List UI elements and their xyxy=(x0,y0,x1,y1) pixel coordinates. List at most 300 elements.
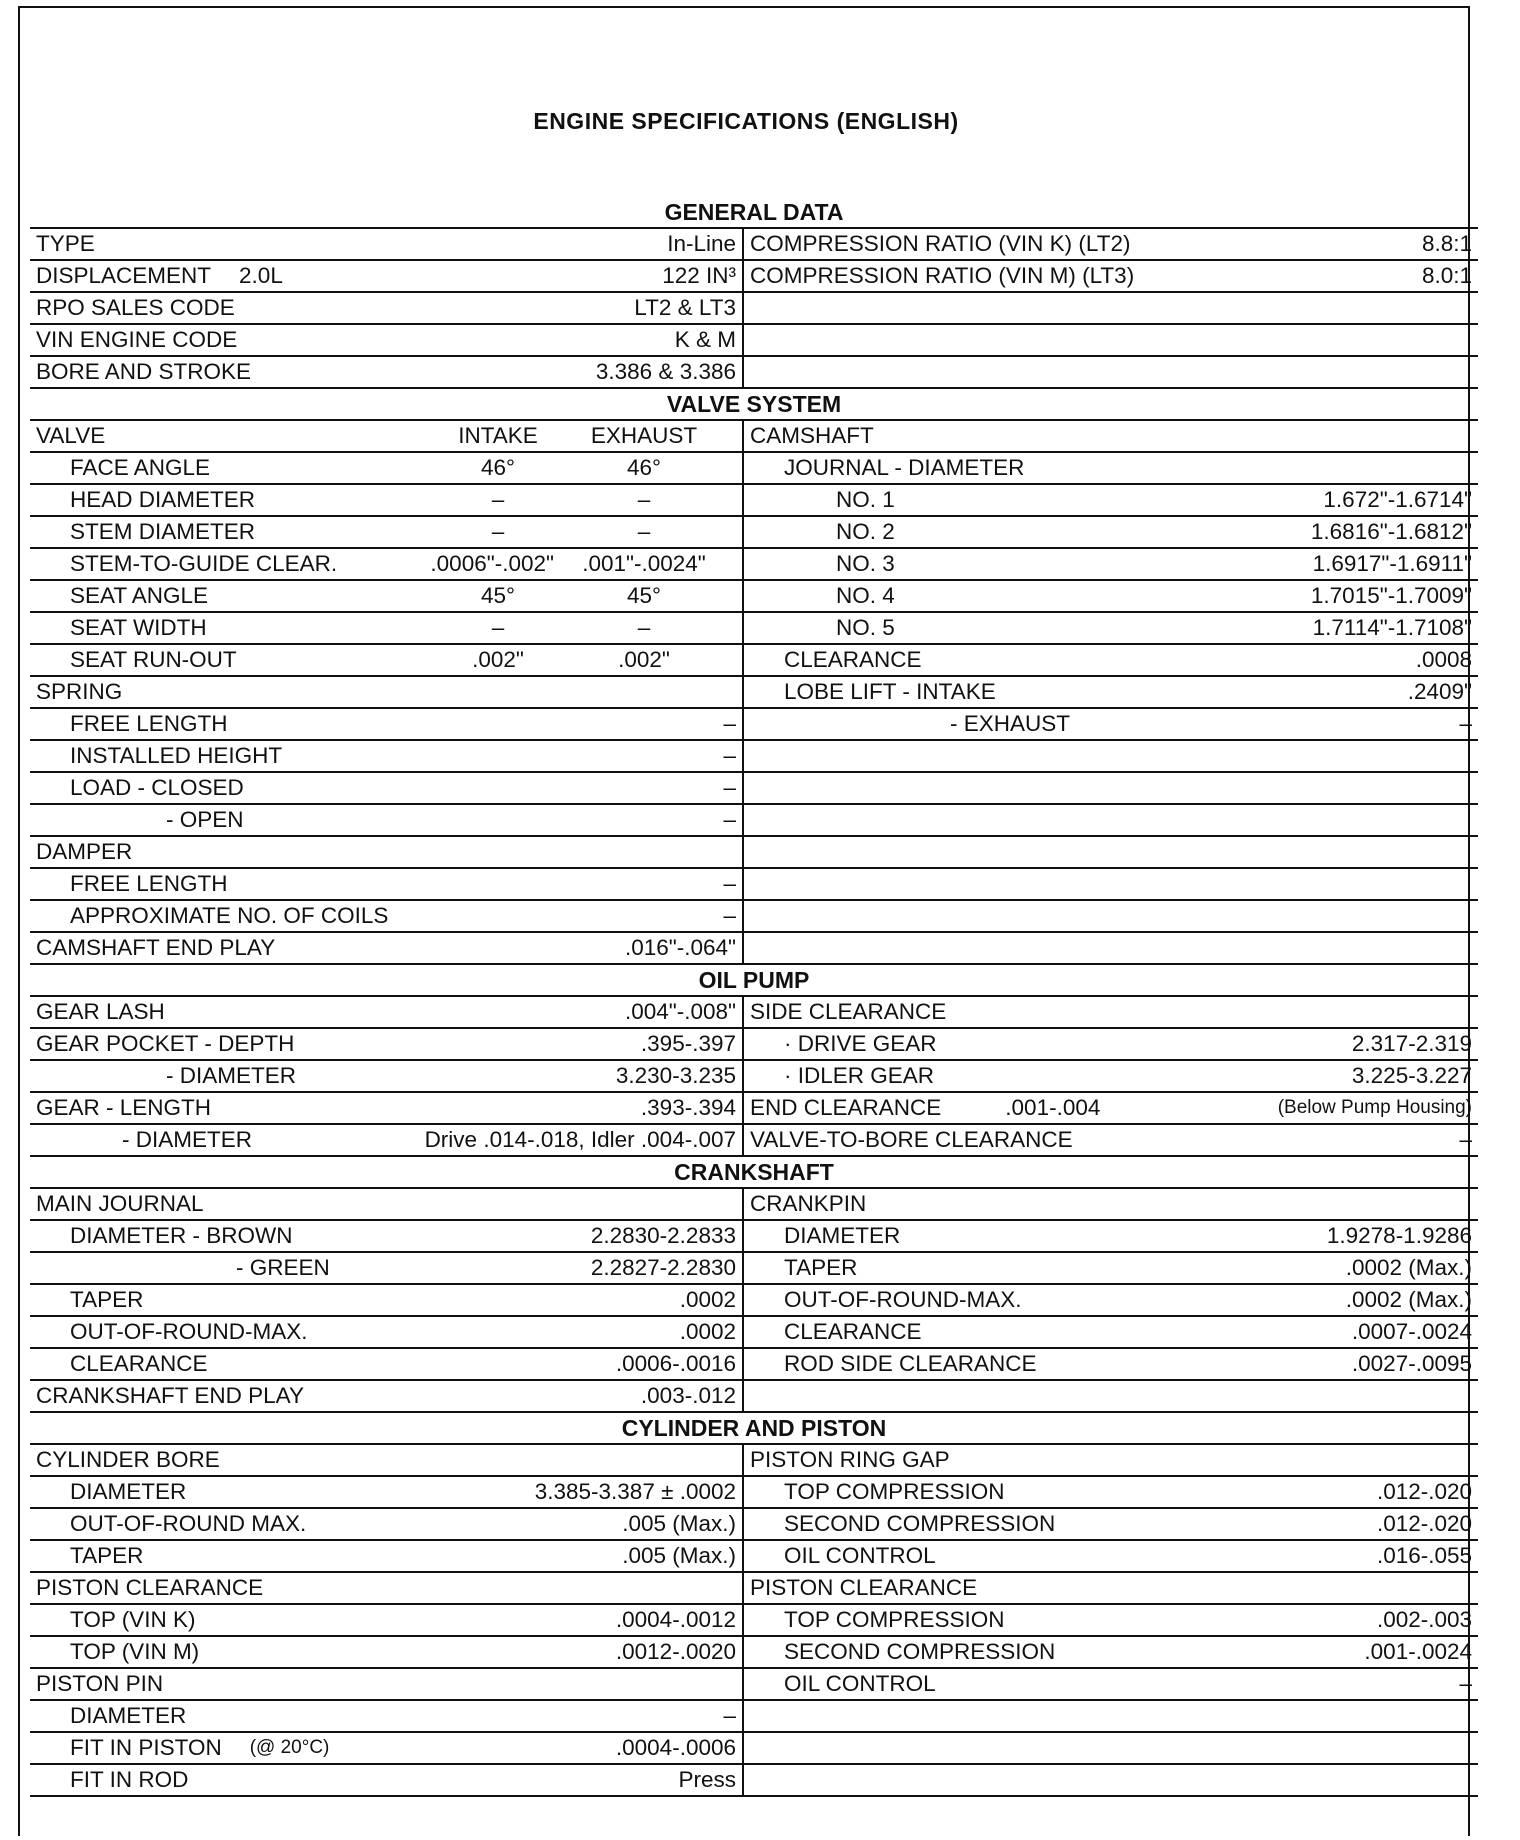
spec-cell-right xyxy=(743,1636,1478,1668)
left-value: .0002 xyxy=(679,1286,736,1312)
spec-row xyxy=(30,612,1478,644)
spec-row xyxy=(30,356,1478,388)
left-label: DIAMETER xyxy=(70,1478,187,1504)
left-label: INSTALLED HEIGHT xyxy=(70,742,283,768)
right-label: VALVE-TO-BORE CLEARANCE xyxy=(750,1126,1073,1152)
spec-cell-right xyxy=(743,1476,1478,1508)
spec-cell-left xyxy=(30,1220,743,1252)
spec-cell-left xyxy=(30,1348,743,1380)
left-value: .016"-.064" xyxy=(624,934,736,960)
intake-value: 45° xyxy=(480,582,516,608)
right-label: LOBE LIFT - INTAKE xyxy=(784,678,996,704)
spec-cell-right xyxy=(743,1444,1478,1476)
spec-cell-right xyxy=(743,420,1478,452)
spec-row xyxy=(30,292,1478,324)
spec-row xyxy=(30,708,1478,740)
right-value: .0027-.0095 xyxy=(1351,1350,1473,1376)
section-header: OIL PUMP xyxy=(30,964,1478,996)
left-value-columns xyxy=(442,613,734,643)
left-note: 2.0L xyxy=(239,262,283,288)
left-label: VALVE xyxy=(36,422,106,448)
left-note: (@ 20°C) xyxy=(249,1736,330,1758)
left-label: GEAR POCKET - DEPTH xyxy=(36,1030,295,1056)
left-value: In-Line xyxy=(667,230,736,256)
intake-value: .002" xyxy=(472,646,524,672)
left-value: – xyxy=(723,806,736,832)
spec-cell-right xyxy=(743,900,1478,932)
left-label: SPRING xyxy=(36,678,123,704)
spec-row xyxy=(30,996,1478,1028)
spec-cell-right xyxy=(743,1700,1478,1732)
left-label: FIT IN ROD xyxy=(70,1766,189,1792)
spec-cell-left xyxy=(30,516,743,548)
spec-row xyxy=(30,932,1478,964)
spec-cell-right xyxy=(743,548,1478,580)
left-value: .004"-.008" xyxy=(624,998,736,1024)
spec-cell-left xyxy=(30,900,743,932)
spec-cell-left xyxy=(30,1572,743,1604)
left-label: CYLINDER BORE xyxy=(36,1446,220,1472)
spec-cell-right xyxy=(743,708,1478,740)
right-label: OIL CONTROL xyxy=(784,1542,936,1568)
left-value-columns xyxy=(442,517,734,547)
exhaust-value: .002" xyxy=(618,646,670,672)
right-value: .001-.0024 xyxy=(1364,1638,1473,1664)
right-value: .0002 (Max.) xyxy=(1345,1254,1473,1280)
spec-cell-left xyxy=(30,740,743,772)
spec-cell-right xyxy=(743,580,1478,612)
spec-row xyxy=(30,484,1478,516)
spec-row xyxy=(30,676,1478,708)
right-label: · DRIVE GEAR xyxy=(784,1030,937,1056)
right-label: CLEARANCE xyxy=(784,1318,922,1344)
spec-row xyxy=(30,228,1478,260)
right-value: .0002 (Max.) xyxy=(1345,1286,1473,1312)
right-label: JOURNAL - DIAMETER xyxy=(784,454,1025,480)
right-value: – xyxy=(1459,710,1473,736)
spec-row xyxy=(30,1124,1478,1156)
spec-cell-left xyxy=(30,836,743,868)
right-value: 8.0:1 xyxy=(1421,262,1473,288)
left-value-columns xyxy=(442,453,734,483)
spec-row xyxy=(30,260,1478,292)
intake-value: – xyxy=(491,518,505,544)
spec-cell-right xyxy=(743,1764,1478,1796)
right-note: .001-.004 xyxy=(1005,1094,1101,1120)
spec-cell-right xyxy=(743,1220,1478,1252)
left-label: DIAMETER xyxy=(70,1702,187,1728)
intake-value: INTAKE xyxy=(458,422,538,448)
left-label: VIN ENGINE CODE xyxy=(36,326,238,352)
left-value: .0004-.0012 xyxy=(615,1606,736,1632)
right-value: .0007-.0024 xyxy=(1351,1318,1473,1344)
left-label: TAPER xyxy=(70,1286,144,1312)
spec-cell-left xyxy=(30,708,743,740)
intake-value: – xyxy=(491,486,505,512)
left-value: .0006-.0016 xyxy=(615,1350,736,1376)
left-label: STEM-TO-GUIDE CLEAR. xyxy=(70,550,338,576)
spec-cell-left xyxy=(30,1636,743,1668)
right-label: NO. 2 xyxy=(836,518,895,544)
spec-row xyxy=(30,1604,1478,1636)
spec-row xyxy=(30,1028,1478,1060)
right-value: .2409" xyxy=(1407,678,1473,704)
spec-cell-left xyxy=(30,1764,743,1796)
right-label: SECOND COMPRESSION xyxy=(784,1638,1056,1664)
spec-cell-left xyxy=(30,292,743,324)
spec-cell-right xyxy=(743,1284,1478,1316)
spec-row xyxy=(30,1188,1478,1220)
left-label: - OPEN xyxy=(166,806,244,832)
right-value: 2.317-2.319 xyxy=(1351,1030,1473,1056)
right-label: TAPER xyxy=(784,1254,858,1280)
exhaust-value: – xyxy=(637,518,651,544)
left-value: 3.385-3.387 ± .0002 xyxy=(534,1478,736,1504)
right-label: PISTON CLEARANCE xyxy=(750,1574,978,1600)
right-label: SECOND COMPRESSION xyxy=(784,1510,1056,1536)
left-value-columns xyxy=(442,581,734,611)
spec-cell-right xyxy=(743,484,1478,516)
spec-cell-left xyxy=(30,1444,743,1476)
spec-cell-left xyxy=(30,1540,743,1572)
left-value-columns xyxy=(442,645,734,675)
right-value: (Below Pump Housing) xyxy=(1277,1096,1473,1118)
right-label: SIDE CLEARANCE xyxy=(750,998,947,1024)
spec-row xyxy=(30,1636,1478,1668)
spec-row xyxy=(30,1220,1478,1252)
left-value: .003-.012 xyxy=(640,1382,736,1408)
spec-cell-left xyxy=(30,1092,743,1124)
spec-cell-right xyxy=(743,1092,1478,1124)
exhaust-value: 46° xyxy=(626,454,662,480)
section-header: GENERAL DATA xyxy=(30,196,1478,228)
right-value: 1.6917"-1.6911" xyxy=(1312,550,1473,576)
left-label: PISTON PIN xyxy=(36,1670,164,1696)
spec-cell-left xyxy=(30,932,743,964)
left-label: SEAT ANGLE xyxy=(70,582,208,608)
left-label: GEAR - LENGTH xyxy=(36,1094,212,1120)
left-value: Press xyxy=(678,1766,736,1792)
spec-row xyxy=(30,1060,1478,1092)
spec-row xyxy=(30,1444,1478,1476)
left-value: K & M xyxy=(674,326,736,352)
spec-cell-left xyxy=(30,324,743,356)
spec-cell-left xyxy=(30,1476,743,1508)
spec-cell-left xyxy=(30,260,743,292)
left-value: – xyxy=(723,1702,736,1728)
right-value: .002-.003 xyxy=(1376,1606,1473,1632)
right-label: NO. 3 xyxy=(836,550,895,576)
left-label: FREE LENGTH xyxy=(70,870,228,896)
right-value: 1.7114"-1.7108" xyxy=(1312,614,1473,640)
spec-cell-right xyxy=(743,1380,1478,1412)
spec-row xyxy=(30,1668,1478,1700)
spec-cell-right xyxy=(743,676,1478,708)
spec-row xyxy=(30,1316,1478,1348)
spec-row xyxy=(30,1348,1478,1380)
right-label: NO. 5 xyxy=(836,614,895,640)
right-label: CAMSHAFT xyxy=(750,422,874,448)
spec-cell-left xyxy=(30,1252,743,1284)
spec-cell-right xyxy=(743,1508,1478,1540)
left-value: 3.386 & 3.386 xyxy=(595,358,736,384)
left-label: STEM DIAMETER xyxy=(70,518,256,544)
spec-cell-left xyxy=(30,1668,743,1700)
right-label: PISTON RING GAP xyxy=(750,1446,950,1472)
left-label: LOAD - CLOSED xyxy=(70,774,244,800)
left-value: Drive .014-.018, Idler .004-.007 xyxy=(424,1126,736,1152)
right-value: 1.672"-1.6714" xyxy=(1323,486,1473,512)
left-label: TAPER xyxy=(70,1542,144,1568)
left-label: - DIAMETER xyxy=(122,1126,253,1152)
right-label: OUT-OF-ROUND-MAX. xyxy=(784,1286,1022,1312)
left-label: CAMSHAFT END PLAY xyxy=(36,934,276,960)
spec-cell-right xyxy=(743,996,1478,1028)
left-label: TOP (VIN M) xyxy=(70,1638,200,1664)
left-label: TOP (VIN K) xyxy=(70,1606,196,1632)
left-label: FACE ANGLE xyxy=(70,454,211,480)
spec-cell-left xyxy=(30,804,743,836)
right-value: 1.6816"-1.6812" xyxy=(1310,518,1473,544)
right-value: .016-.055 xyxy=(1376,1542,1473,1568)
spec-sheet xyxy=(18,6,1473,1836)
spec-cell-left xyxy=(30,356,743,388)
spec-cell-left xyxy=(30,1316,743,1348)
section-header: CRANKSHAFT xyxy=(30,1156,1478,1188)
left-value: 3.230-3.235 xyxy=(615,1062,736,1088)
section-header-row xyxy=(30,1156,1478,1188)
spec-cell-left xyxy=(30,612,743,644)
right-label: DIAMETER xyxy=(784,1222,901,1248)
right-value: .0008 xyxy=(1415,646,1473,672)
section-header: VALVE SYSTEM xyxy=(30,388,1478,420)
left-value: .0012-.0020 xyxy=(615,1638,736,1664)
left-label: PISTON CLEARANCE xyxy=(36,1574,264,1600)
spec-row xyxy=(30,1764,1478,1796)
spec-cell-left xyxy=(30,1700,743,1732)
left-label: FIT IN PISTON xyxy=(70,1734,222,1760)
spec-cell-left xyxy=(30,1604,743,1636)
left-label: CLEARANCE xyxy=(70,1350,208,1376)
spec-cell-left xyxy=(30,580,743,612)
spec-row xyxy=(30,1284,1478,1316)
right-label: CLEARANCE xyxy=(784,646,922,672)
intake-value: – xyxy=(491,614,505,640)
right-label: · IDLER GEAR xyxy=(784,1062,935,1088)
spec-row xyxy=(30,452,1478,484)
left-label: FREE LENGTH xyxy=(70,710,228,736)
spec-row xyxy=(30,1380,1478,1412)
spec-row xyxy=(30,1572,1478,1604)
spec-cell-right xyxy=(743,1348,1478,1380)
spec-row xyxy=(30,420,1478,452)
spec-cell-right xyxy=(743,1188,1478,1220)
spec-cell-right xyxy=(743,1668,1478,1700)
exhaust-value: 45° xyxy=(626,582,662,608)
spec-cell-right xyxy=(743,644,1478,676)
spec-row xyxy=(30,548,1478,580)
spec-row xyxy=(30,740,1478,772)
exhaust-value: – xyxy=(637,486,651,512)
spec-cell-left xyxy=(30,644,743,676)
spec-row xyxy=(30,1700,1478,1732)
spec-cell-left xyxy=(30,228,743,260)
spec-row xyxy=(30,644,1478,676)
right-label: COMPRESSION RATIO (VIN M) (LT3) xyxy=(750,262,1135,288)
spec-row xyxy=(30,516,1478,548)
section-header-row xyxy=(30,196,1478,228)
intake-value: .0006"-.002" xyxy=(430,550,554,576)
left-value: – xyxy=(723,774,736,800)
left-label: SEAT WIDTH xyxy=(70,614,207,640)
right-label: NO. 1 xyxy=(836,486,895,512)
right-label: END CLEARANCE xyxy=(750,1094,942,1120)
left-value: .395-.397 xyxy=(640,1030,736,1056)
left-value-columns xyxy=(430,549,734,579)
spec-cell-right xyxy=(743,452,1478,484)
spec-cell-left xyxy=(30,484,743,516)
spec-row xyxy=(30,1540,1478,1572)
spec-row xyxy=(30,1092,1478,1124)
right-label: ROD SIDE CLEARANCE xyxy=(784,1350,1037,1376)
spec-cell-right xyxy=(743,612,1478,644)
right-value: – xyxy=(1459,1126,1473,1152)
spec-cell-right xyxy=(743,1732,1478,1764)
spec-cell-left xyxy=(30,1060,743,1092)
left-label: CRANKSHAFT END PLAY xyxy=(36,1382,304,1408)
spec-cell-right xyxy=(743,1252,1478,1284)
spec-row xyxy=(30,868,1478,900)
left-value: 122 IN³ xyxy=(662,262,736,288)
spec-cell-right xyxy=(743,1028,1478,1060)
left-label: - DIAMETER xyxy=(166,1062,297,1088)
left-value: 2.2827-2.2830 xyxy=(590,1254,736,1280)
spec-cell-left xyxy=(30,1732,743,1764)
right-label: COMPRESSION RATIO (VIN K) (LT2) xyxy=(750,230,1131,256)
right-value: 8.8:1 xyxy=(1421,230,1473,256)
spec-row xyxy=(30,804,1478,836)
left-label: RPO SALES CODE xyxy=(36,294,235,320)
left-label: DAMPER xyxy=(36,838,133,864)
spec-cell-right xyxy=(743,772,1478,804)
left-label: TYPE xyxy=(36,230,95,256)
spec-row xyxy=(30,900,1478,932)
left-label: APPROXIMATE NO. OF COILS xyxy=(70,902,389,928)
spec-cell-right xyxy=(743,1060,1478,1092)
right-value: 3.225-3.227 xyxy=(1351,1062,1473,1088)
left-label: DIAMETER - BROWN xyxy=(70,1222,293,1248)
spec-cell-right xyxy=(743,740,1478,772)
spec-cell-left xyxy=(30,1124,743,1156)
section-header-row xyxy=(30,964,1478,996)
right-value: 1.7015"-1.7009" xyxy=(1310,582,1473,608)
left-label: SEAT RUN-OUT xyxy=(70,646,237,672)
left-value: .0002 xyxy=(679,1318,736,1344)
spec-cell-left xyxy=(30,676,743,708)
spec-row xyxy=(30,1476,1478,1508)
spec-cell-right xyxy=(743,1124,1478,1156)
left-value: .393-.394 xyxy=(640,1094,736,1120)
spec-row xyxy=(30,1252,1478,1284)
spec-cell-right xyxy=(743,836,1478,868)
left-value: 2.2830-2.2833 xyxy=(590,1222,736,1248)
left-value: .0004-.0006 xyxy=(615,1734,736,1760)
left-label: - GREEN xyxy=(236,1254,330,1280)
left-label: DISPLACEMENT xyxy=(36,262,212,288)
spec-cell-right xyxy=(743,1540,1478,1572)
right-label: TOP COMPRESSION xyxy=(784,1606,1005,1632)
section-header: CYLINDER AND PISTON xyxy=(30,1412,1478,1444)
left-label: OUT-OF-ROUND-MAX. xyxy=(70,1318,308,1344)
spec-cell-right xyxy=(743,228,1478,260)
spec-cell-right xyxy=(743,932,1478,964)
spec-cell-left xyxy=(30,420,743,452)
left-value: – xyxy=(723,710,736,736)
left-value: – xyxy=(723,902,736,928)
right-value: .012-.020 xyxy=(1376,1510,1473,1536)
exhaust-value: – xyxy=(637,614,651,640)
left-label: HEAD DIAMETER xyxy=(70,486,256,512)
left-label: OUT-OF-ROUND MAX. xyxy=(70,1510,307,1536)
spec-cell-left xyxy=(30,1380,743,1412)
spec-cell-right xyxy=(743,356,1478,388)
left-value: – xyxy=(723,870,736,896)
spec-cell-left xyxy=(30,548,743,580)
spec-cell-right xyxy=(743,1604,1478,1636)
spec-cell-left xyxy=(30,1028,743,1060)
spec-cell-right xyxy=(743,292,1478,324)
document-title: ENGINE SPECIFICATIONS (ENGLISH) xyxy=(533,108,959,134)
spec-cell-right xyxy=(743,516,1478,548)
spec-row xyxy=(30,324,1478,356)
spec-row xyxy=(30,836,1478,868)
exhaust-value: EXHAUST xyxy=(590,422,698,448)
left-value: LT2 & LT3 xyxy=(634,294,736,320)
spec-row xyxy=(30,1508,1478,1540)
spec-cell-left xyxy=(30,868,743,900)
spec-cell-right xyxy=(743,868,1478,900)
spec-cell-right xyxy=(743,1316,1478,1348)
spec-row xyxy=(30,1732,1478,1764)
right-label: OIL CONTROL xyxy=(784,1670,936,1696)
right-label: TOP COMPRESSION xyxy=(784,1478,1005,1504)
spec-table xyxy=(30,196,1478,1797)
spec-cell-left xyxy=(30,452,743,484)
left-label: BORE AND STROKE xyxy=(36,358,252,384)
left-value: .005 (Max.) xyxy=(622,1542,736,1568)
right-label: - EXHAUST xyxy=(950,710,1071,736)
left-label: MAIN JOURNAL xyxy=(36,1190,204,1216)
left-value: – xyxy=(723,742,736,768)
left-value-columns xyxy=(442,421,734,451)
right-value: 1.9278-1.9286 xyxy=(1326,1222,1473,1248)
exhaust-value: .001"-.0024" xyxy=(582,550,706,576)
spec-cell-left xyxy=(30,1284,743,1316)
spec-cell-left xyxy=(30,1188,743,1220)
right-value: .012-.020 xyxy=(1376,1478,1473,1504)
left-value-columns xyxy=(442,485,734,515)
right-label: CRANKPIN xyxy=(750,1190,867,1216)
spec-cell-right xyxy=(743,1572,1478,1604)
spec-cell-left xyxy=(30,1508,743,1540)
section-header-row xyxy=(30,388,1478,420)
spec-cell-right xyxy=(743,260,1478,292)
left-value: .005 (Max.) xyxy=(622,1510,736,1536)
spec-cell-left xyxy=(30,996,743,1028)
spec-cell-left xyxy=(30,772,743,804)
intake-value: 46° xyxy=(480,454,516,480)
spec-cell-right xyxy=(743,804,1478,836)
